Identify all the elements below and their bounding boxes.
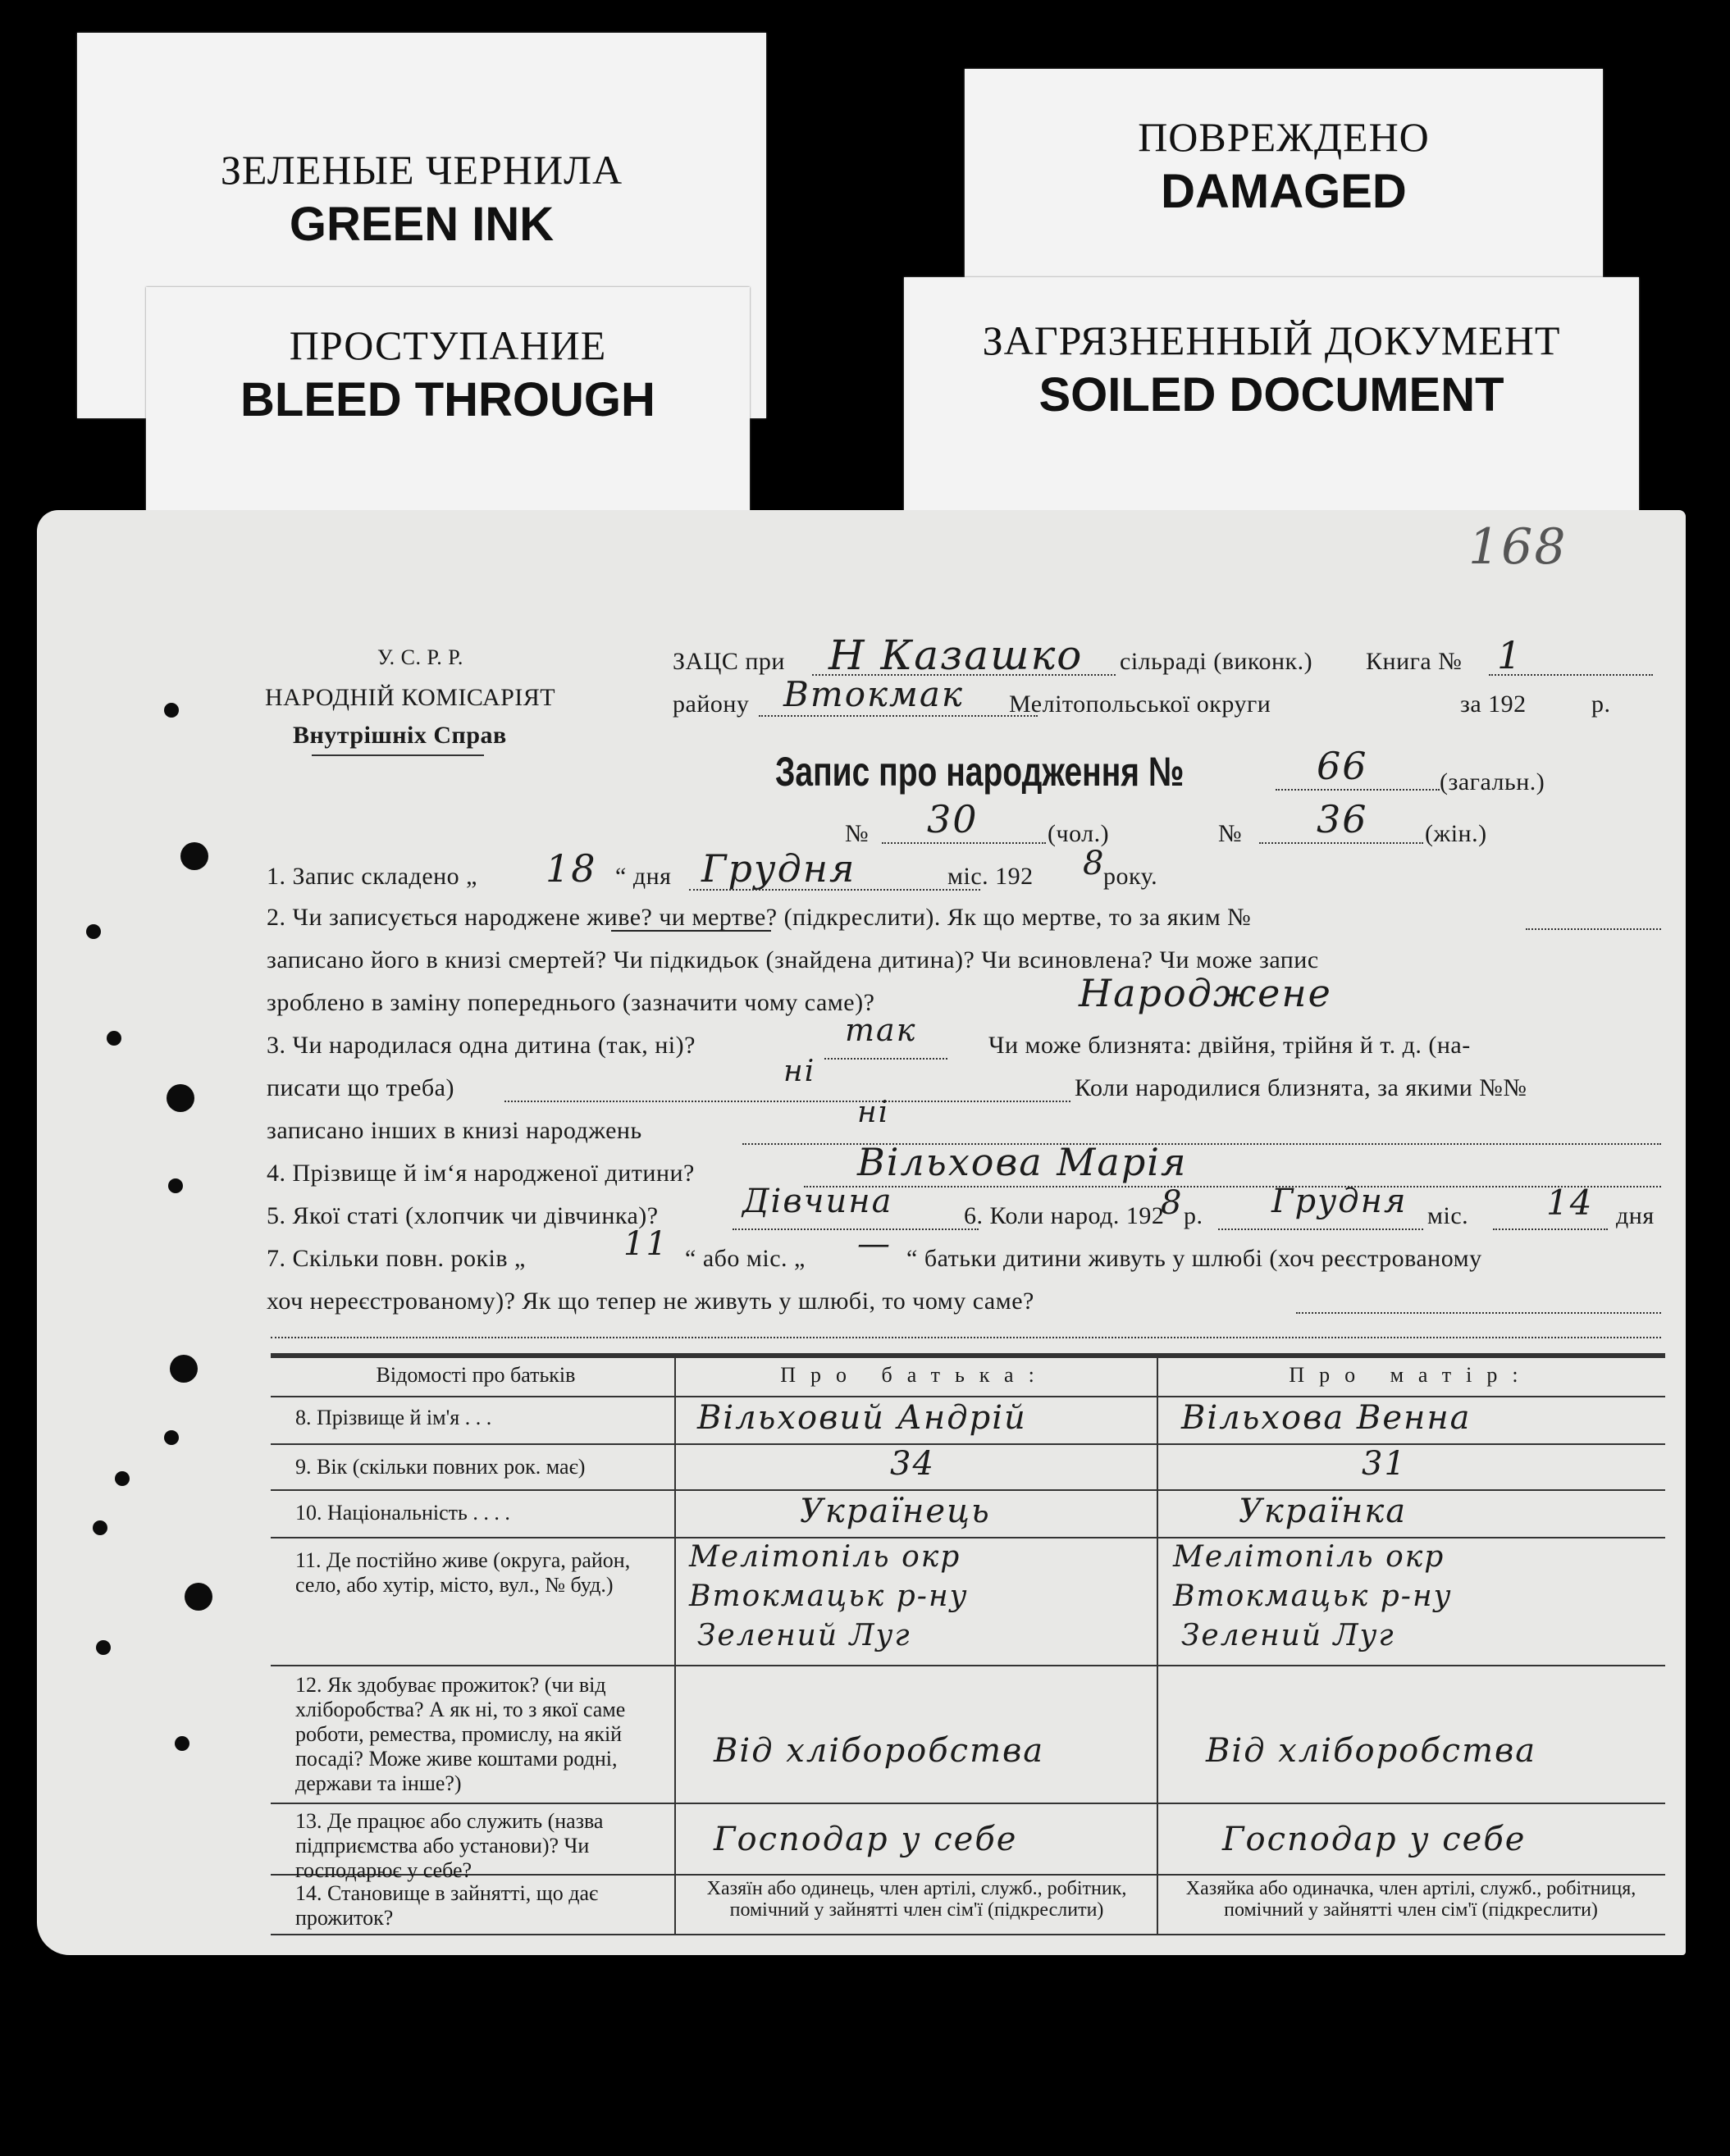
q3-line2-dots <box>504 1101 1070 1102</box>
damaged-label <box>965 69 1603 290</box>
q1-day-label: “ дня <box>615 863 672 890</box>
book-line <box>1489 674 1653 676</box>
female-number-line <box>1259 842 1423 844</box>
q6-month-line <box>1218 1228 1423 1230</box>
punch-hole <box>168 1178 183 1193</box>
q3-twins: Чи може близнята: двійня, трійня й т. д. (на- <box>988 1032 1471 1059</box>
ussr-header: У. С. Р. Р. <box>377 645 463 669</box>
q7-label: 7. Скільки повн. років „ <box>267 1245 526 1272</box>
q3-line2b: Коли народилися близнята, за якими №№ <box>1075 1074 1527 1101</box>
q1-year-suffix: року. <box>1103 863 1158 890</box>
father-name: Вільховий Андрій <box>697 1399 1027 1437</box>
father-residence-1: Мелітопіль окр <box>689 1540 961 1574</box>
q3-answer2: ні <box>783 1055 816 1088</box>
punch-hole <box>164 703 179 718</box>
table-rule <box>271 1934 1665 1935</box>
table-rule <box>271 1443 1665 1445</box>
punch-hole <box>180 842 208 870</box>
row-age-label: 9. Вік (скільки повних рок. має) <box>295 1455 586 1479</box>
q1-month-line <box>689 889 980 891</box>
village-name: Н Казашко <box>828 631 1084 679</box>
table-rule <box>271 1665 1665 1666</box>
birth-month: Грудня <box>1271 1183 1408 1220</box>
bleed-through-label <box>146 287 750 518</box>
punch-hole <box>96 1640 111 1655</box>
q3-answer-line <box>824 1058 947 1060</box>
table-rule <box>271 1396 1665 1397</box>
row-residence-label: 11. Де постійно живе (округа, район, село, або хутір, місто, вул., № буд.) <box>295 1548 631 1597</box>
mother-livelihood: Від хліборобства <box>1206 1732 1537 1770</box>
marriage-years: 11 <box>623 1225 669 1263</box>
punch-hole <box>167 1084 194 1112</box>
child-sex: Дівчина <box>742 1183 893 1220</box>
mother-workplace: Господар у себе <box>1222 1821 1527 1858</box>
page-number: 168 <box>1468 518 1568 576</box>
q7-rest: “ батьки дитини живуть у шлюбі (хоч реєстрованому <box>906 1245 1482 1272</box>
q6-month-label: міс. <box>1427 1202 1469 1229</box>
punch-hole <box>93 1520 107 1535</box>
soiled-ru: ЗАГРЯЗНЕННЫЙ ДОКУМЕНТ <box>982 317 1561 363</box>
mother-nationality: Українка <box>1239 1493 1408 1530</box>
punch-hole <box>185 1583 212 1611</box>
female-no-sign: № <box>1218 820 1243 847</box>
father-age: 34 <box>890 1445 935 1483</box>
q6-label: 6. Коли народ. 192 <box>964 1202 1165 1229</box>
mother-status-options: Хазяйка або одиначка, член артілі, служб., робітниця, помічний у зайнятті член сім'ї (підкреслити) <box>1185 1878 1636 1921</box>
mother-age: 31 <box>1362 1445 1407 1483</box>
mother-residence-1: Мелітопіль окр <box>1173 1540 1445 1574</box>
q3-label: 3. Чи народилася одна дитина (так, ні)? <box>267 1032 696 1059</box>
q2-line2: записано його в книзі смертей? Чи підкидьок (знайдена дитина)? Чи всиновлена? Чи може запис <box>267 946 1319 973</box>
male-number: 30 <box>927 797 979 841</box>
q2-number-line <box>1526 928 1661 930</box>
father-status-options: Хазяїн або одинець, член артілі, служб., робітник, помічний у зайнятті член сім'ї (підкреслити) <box>706 1878 1127 1921</box>
general-number: 66 <box>1317 744 1368 788</box>
mother-name: Вільхова Венна <box>1181 1399 1472 1437</box>
punch-hole <box>170 1355 198 1383</box>
table-column-rule <box>674 1353 676 1935</box>
q3-line2: писати що треба) <box>267 1074 454 1101</box>
punch-hole <box>164 1430 179 1445</box>
father-residence-3: Зелений Луг <box>697 1619 911 1652</box>
q1-day: 18 <box>545 846 597 891</box>
father-livelihood: Від хліборобства <box>714 1732 1045 1770</box>
header-parents-info: Відомості про батьків <box>376 1363 576 1387</box>
damaged-ru: ПОВРЕЖДЕНО <box>1138 114 1430 160</box>
punch-hole <box>107 1031 121 1046</box>
bleed-through-en: BLEED THROUGH <box>240 373 655 426</box>
soiled-document-label <box>904 277 1639 520</box>
bleed-through-ru: ПРОСТУПАНИЕ <box>289 322 607 368</box>
book-label: Книга № <box>1366 648 1463 675</box>
q2-answer: Народжене <box>1079 971 1332 1015</box>
book-number: 1 <box>1497 633 1523 677</box>
parents-table <box>271 1353 1665 1935</box>
q1-month: Грудня <box>701 846 856 891</box>
q3-line3: записано інших в книзі народжень <box>267 1117 642 1144</box>
female-label: (жін.) <box>1425 820 1487 847</box>
marriage-months: — <box>857 1225 892 1263</box>
punch-hole <box>115 1471 130 1486</box>
commissariat-header: НАРОДНІЙ КОМІСАРІЯТ <box>265 684 556 711</box>
child-name: Вільхова Марія <box>857 1140 1188 1184</box>
table-column-rule <box>1157 1353 1158 1935</box>
table-rule <box>271 1537 1665 1538</box>
punch-hole <box>175 1736 189 1751</box>
district-prefix: району <box>673 691 750 718</box>
q7-line2-dots <box>1296 1312 1661 1314</box>
zags-prefix: ЗАЦС при <box>673 648 785 675</box>
district-line <box>759 715 1038 717</box>
green-ink-en: GREEN INK <box>289 198 555 251</box>
soiled-en: SOILED DOCUMENT <box>1038 368 1504 422</box>
q5-line <box>733 1228 979 1230</box>
father-residence-2: Втокмацьк р-ну <box>689 1579 969 1613</box>
district-name: Втокмак <box>783 674 965 714</box>
q5-label: 5. Якої статі (хлопчик чи дівчинка)? <box>267 1202 659 1229</box>
q1-year-digit: 8 <box>1083 845 1106 882</box>
damaged-en: DAMAGED <box>1161 165 1407 218</box>
q7-months-label: “ або міс. „ <box>685 1245 806 1272</box>
row-status-label: 14. Становище в зайнятті, що дає прожиток? <box>295 1881 599 1930</box>
row-livelihood-label: 12. Як здобуває прожиток? (чи від хліборобства? А як ні, то з якої саме роботи, ремества, промислу, на якій посаді? Може живе коштами родні, держави та інше?) <box>295 1673 626 1795</box>
record-title: Запис про народження № <box>775 749 1185 795</box>
year-label: за 192 <box>1460 691 1527 718</box>
q2-line3: зроблено в заміну попереднього (зазначити чому саме)? <box>267 989 875 1016</box>
female-number: 36 <box>1317 797 1368 841</box>
table-border <box>271 1356 1665 1358</box>
q6-year-digit: 8 <box>1161 1184 1184 1222</box>
mother-residence-3: Зелений Луг <box>1181 1619 1395 1652</box>
header-mother: Про матір: <box>1289 1363 1533 1387</box>
birth-day: 14 <box>1546 1183 1594 1223</box>
male-number-line <box>882 842 1046 844</box>
table-rule <box>271 1489 1665 1491</box>
male-label: (чол.) <box>1048 820 1110 847</box>
department-header: Внутрішніх Справ <box>293 722 507 749</box>
q6-day-label: дня <box>1616 1202 1655 1229</box>
row-name-label: 8. Прізвище й ім'я . . . <box>295 1406 492 1429</box>
district-suffix: Мелітопольської округи <box>1009 691 1271 718</box>
q2-underline <box>611 930 771 932</box>
row-workplace-label: 13. Де працює або служить (назва підприємства або установи)? Чи господарює у себе? <box>295 1809 604 1882</box>
q4-line <box>804 1186 1661 1187</box>
q7-line2: хоч нереєстрованому)? Як що тепер не живуть у шлюбі, то чому саме? <box>267 1288 1034 1315</box>
table-rule <box>271 1803 1665 1804</box>
q4-label: 4. Прізвище й ім‘я народженої дитини? <box>267 1160 695 1187</box>
father-nationality: Українець <box>800 1493 991 1530</box>
q2-line1: 2. Чи записується народжене живе? чи мертве? (підкреслити). Як що мертве, то за яким № <box>267 904 1252 931</box>
header-father: Про батька: <box>780 1363 1049 1387</box>
row-nationality-label: 10. Національність . . . . <box>295 1501 510 1525</box>
q6-day-line <box>1493 1228 1608 1230</box>
general-label: (загальн.) <box>1440 768 1545 795</box>
green-ink-ru: ЗЕЛЕНЫЕ ЧЕРНИЛА <box>220 147 623 193</box>
q6-year-suffix: р. <box>1184 1202 1203 1229</box>
punch-hole <box>86 924 101 939</box>
q1-year-label: міс. 192 <box>947 863 1034 890</box>
q3-answer3: ні <box>857 1096 890 1129</box>
q3-answer: так <box>845 1012 917 1048</box>
general-number-line <box>1276 789 1440 791</box>
q1-label: 1. Запис складено „ <box>267 863 477 890</box>
q7-line3-dots <box>271 1337 1661 1338</box>
mother-residence-2: Втокмацьк р-ну <box>1173 1579 1453 1613</box>
father-workplace: Господар у себе <box>714 1821 1018 1858</box>
birth-record-document <box>37 510 1686 1955</box>
zags-suffix: сільраді (виконк.) <box>1120 648 1313 675</box>
header-divider <box>312 754 484 756</box>
male-no-sign: № <box>845 820 870 847</box>
year-suffix: р. <box>1591 691 1611 718</box>
